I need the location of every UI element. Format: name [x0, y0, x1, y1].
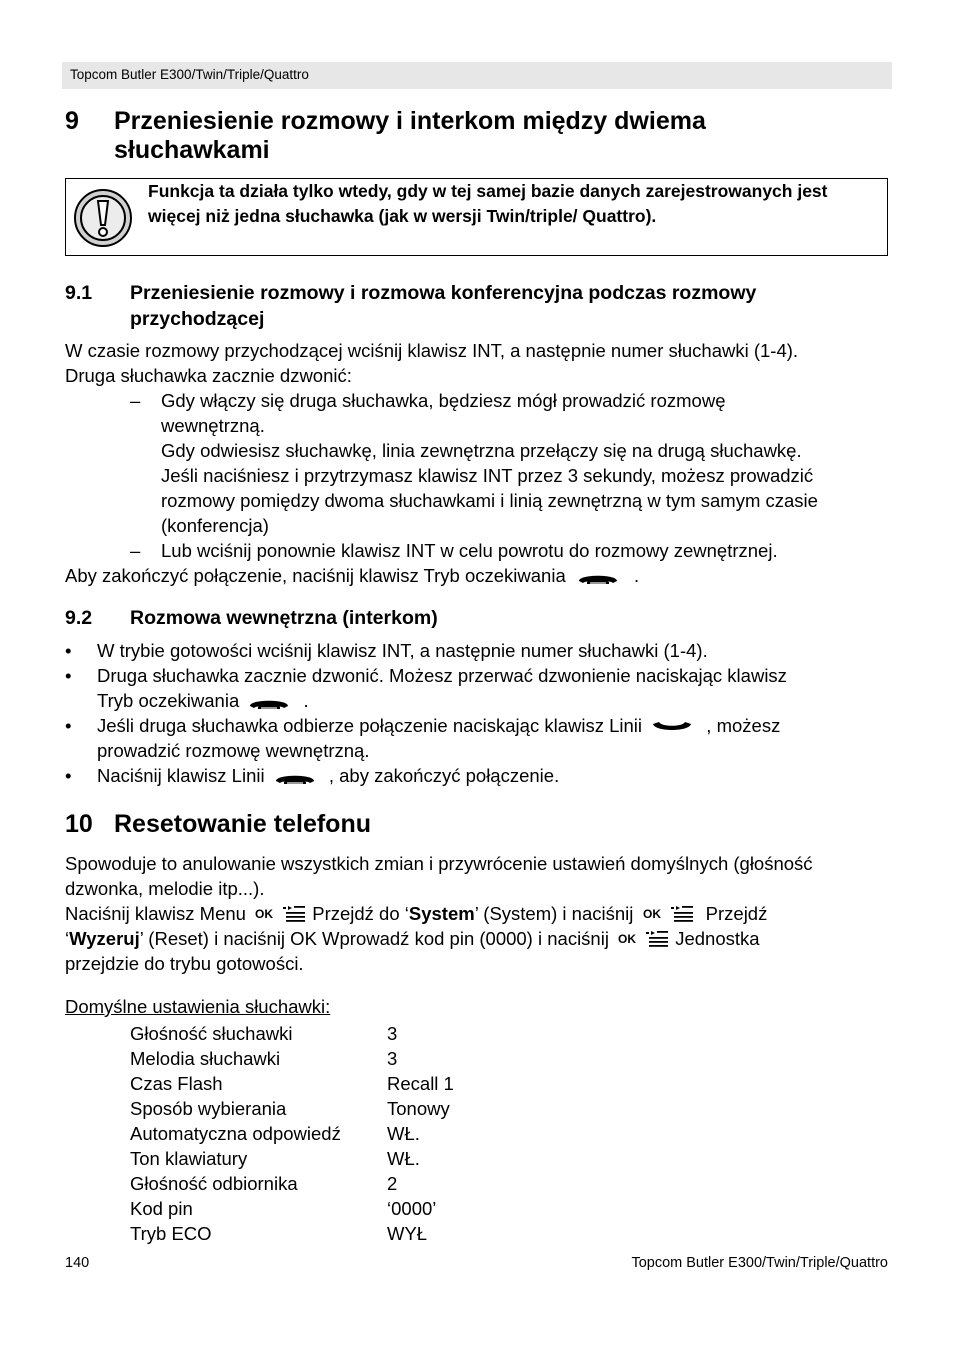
list-item-text-line	[97, 713, 780, 738]
exclamation-icon	[72, 187, 134, 254]
text-segment: ’ (System) i naciśnij	[474, 903, 634, 924]
setting-label: Melodia słuchawki	[130, 1048, 281, 1069]
dash-text-line: rozmowy pomiędzy dwoma słuchawkami i linią zewnętrzną w tym samym czasie	[161, 490, 818, 511]
table-row	[130, 1096, 630, 1121]
table-row	[130, 1146, 630, 1171]
page-number: 140	[65, 1255, 90, 1271]
setting-value: ‘0000’	[387, 1198, 437, 1219]
note-text: Funkcja ta działa tylko wtedy, gdy w tej samej bazie danych zarejestrowanych jest więcej niż jedna słuchawka (jak w wersji Twin/triple/ Quattro).	[148, 181, 828, 226]
call-icon	[651, 718, 695, 736]
setting-label: Głośność słuchawki	[130, 1023, 293, 1044]
text-segment: Jeśli druga słuchawka odbierze połączenie naciskając klawisz Linii	[97, 715, 643, 736]
end-call-icon	[274, 768, 318, 786]
text-segment: Naciśnij klawisz Menu	[65, 903, 246, 924]
dash-item	[130, 388, 900, 538]
text-segment: Tryb oczekiwania	[97, 690, 240, 711]
end-call-icon	[248, 693, 292, 711]
note-box	[65, 178, 888, 256]
footer-title: Topcom Butler E300/Twin/Triple/Quattro	[631, 1255, 888, 1271]
list-item-text: W trybie gotowości wciśnij klawisz INT, a następnie numer słuchawki (1-4).	[97, 640, 708, 661]
setting-value: Recall 1	[387, 1073, 454, 1094]
text-segment: Wprowadź kod pin (0000) i naciśnij	[322, 928, 609, 949]
dash-text-line: Lub wciśnij ponownie klawisz INT w celu powrotu do rozmowy zewnętrznej.	[161, 540, 778, 561]
section-title: Resetowanie telefonu	[114, 810, 371, 838]
section-number: 9	[65, 107, 79, 135]
ok-menu-key-icon	[255, 905, 307, 925]
defaults-table	[130, 1021, 630, 1251]
setting-value: 2	[387, 1173, 398, 1194]
table-row	[130, 1021, 630, 1046]
text-segment: Przejdź	[705, 903, 768, 924]
period: .	[634, 565, 640, 586]
section-9-1-heading	[65, 280, 895, 332]
setting-label: Głośność odbiornika	[130, 1173, 298, 1194]
text-segment: ’ (Reset) i naciśnij OK	[139, 928, 317, 949]
list-item	[65, 713, 895, 763]
section-number: 10	[65, 810, 93, 838]
dash-text-line: wewnętrzną.	[161, 415, 265, 436]
bullet-marker: •	[65, 715, 72, 736]
setting-label: Tryb ECO	[130, 1223, 212, 1244]
text-segment: , aby zakończyć połączenie.	[328, 765, 560, 786]
text-segment: Jednostka	[675, 928, 760, 949]
arrow-line-text: Aby zakończyć połączenie, naciśnij klawisz Tryb oczekiwania	[65, 565, 566, 586]
list-item-text-line	[97, 688, 309, 713]
dash-item	[130, 538, 900, 563]
ok-menu-key-icon	[618, 930, 670, 950]
list-item-text-line	[97, 763, 559, 788]
paragraph-line: dzwonka, melodie itp...).	[65, 878, 265, 899]
setting-value: 3	[387, 1048, 398, 1069]
section-9-heading	[65, 107, 895, 167]
paragraph-line: przejdzie do trybu gotowości.	[65, 953, 304, 974]
paragraph-line	[65, 926, 760, 951]
section-number: 9.1	[65, 282, 93, 304]
table-row	[130, 1171, 630, 1196]
table-row	[130, 1221, 630, 1246]
setting-label: Czas Flash	[130, 1073, 223, 1094]
dash-text-line: (konferencja)	[161, 515, 269, 536]
arrow-line	[65, 363, 352, 388]
list-item	[65, 763, 895, 788]
setting-label: Kod pin	[130, 1198, 193, 1219]
list-item-text: Druga słuchawka zacznie dzwonić. Możesz przerwać dzwonienie naciskając klawisz	[97, 665, 787, 686]
period: .	[303, 690, 309, 711]
page-header	[62, 62, 892, 89]
defaults-title: Domyślne ustawienia słuchawki:	[65, 996, 331, 1017]
list-item	[65, 638, 895, 663]
text-segment: Przejdź do ‘	[312, 903, 409, 924]
section-number: 9.2	[65, 607, 93, 629]
setting-value: 3	[387, 1023, 398, 1044]
bullet-marker: •	[65, 640, 72, 661]
setting-value: WYŁ	[387, 1223, 428, 1244]
list-item-text: prowadzić rozmowę wewnętrzną.	[97, 740, 370, 761]
section-10-heading	[65, 810, 895, 840]
menu-item-name: Wyzeruj	[69, 928, 140, 949]
setting-value: Tonowy	[387, 1098, 450, 1119]
table-row	[130, 1121, 630, 1146]
table-row	[130, 1071, 630, 1096]
setting-label: Ton klawiatury	[130, 1148, 248, 1169]
paragraph-line: Spowoduje to anulowanie wszystkich zmian i przywrócenie ustawień domyślnych (głośność	[65, 853, 813, 874]
table-row	[130, 1046, 630, 1071]
ok-menu-key-icon	[643, 905, 695, 925]
dash-text-line: Gdy włączy się druga słuchawka, będziesz mógł prowadzić rozmowę	[161, 390, 726, 411]
section-title: Przeniesienie rozmowy i interkom między dwiema słuchawkami	[114, 107, 706, 164]
list-item	[65, 663, 895, 713]
setting-value: WŁ.	[387, 1123, 420, 1144]
bullet-marker: •	[65, 665, 72, 686]
setting-label: Automatyczna odpowiedź	[130, 1123, 341, 1144]
text-segment: Naciśnij klawisz Linii	[97, 765, 265, 786]
bullet-marker: •	[65, 765, 72, 786]
section-title: Rozmowa wewnętrzna (interkom)	[130, 607, 438, 629]
paragraph-line	[65, 901, 767, 926]
table-row	[130, 1196, 630, 1221]
setting-label: Sposób wybierania	[130, 1098, 287, 1119]
section-9-2-heading	[65, 605, 895, 631]
dash-marker: –	[130, 540, 141, 561]
menu-item-name: System	[408, 903, 475, 924]
section-title: Przeniesienie rozmowy i rozmowa konferencyjna podczas rozmowy przychodzącej	[130, 282, 757, 330]
end-call-icon	[577, 568, 621, 586]
text-segment: ‘	[65, 928, 70, 949]
paragraph: W czasie rozmowy przychodzącej wciśnij klawisz INT, a następnie numer słuchawki (1-4).	[65, 340, 799, 361]
dash-text-line: Jeśli naciśniesz i przytrzymasz klawisz INT przez 3 sekundy, możesz prowadzić	[161, 465, 814, 486]
dash-marker: –	[130, 390, 141, 411]
arrow-line	[65, 563, 639, 588]
dash-text-line: Gdy odwiesisz słuchawkę, linia zewnętrzna przełączy się na drugą słuchawkę.	[161, 440, 802, 461]
arrow-line-text: Druga słuchawka zacznie dzwonić:	[65, 365, 352, 386]
text-segment: , możesz	[706, 715, 781, 736]
header-title: Topcom Butler E300/Twin/Triple/Quattro	[70, 67, 309, 82]
setting-value: WŁ.	[387, 1148, 420, 1169]
